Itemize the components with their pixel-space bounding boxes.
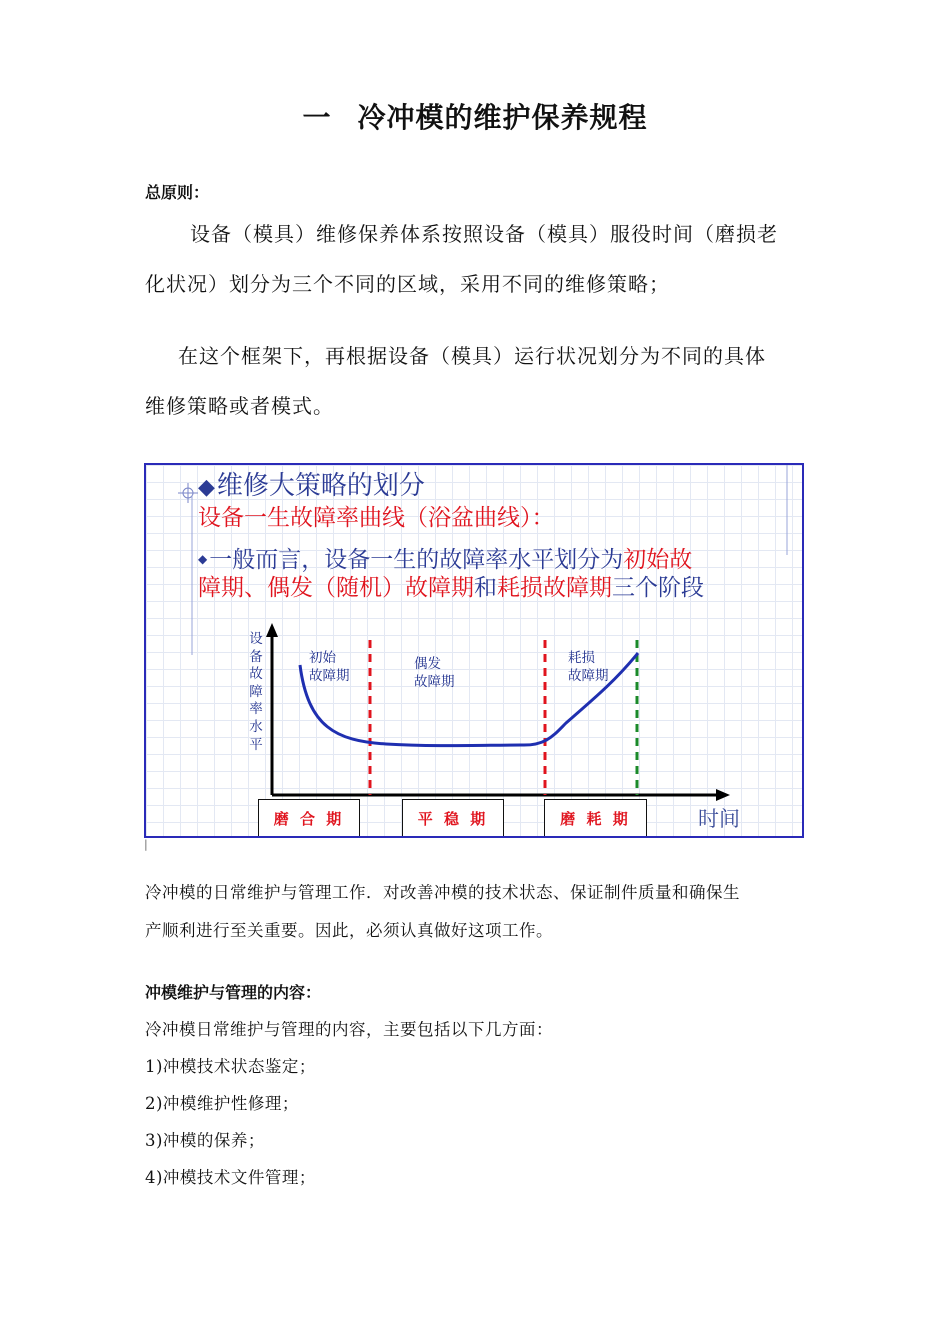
- slide-heading-text: 维修大策略的划分: [216, 471, 425, 501]
- bathtub-curve-slide: [144, 463, 804, 838]
- para1-line1: 设备（模具）维修保养体系按照设备（模具）服役时间（磨损老: [190, 222, 778, 246]
- x-axis-arrow: [716, 789, 730, 801]
- stage-box-breakin: 磨 合 期: [258, 799, 360, 837]
- bullet-text-2a: 障期、偶发（随机）故障期: [198, 575, 474, 601]
- phase3-l1: 耗损: [568, 650, 595, 666]
- list-item: 1)冲模技术状态鉴定；: [145, 1057, 316, 1076]
- bullet-text-2b: 和: [474, 575, 497, 601]
- bullet-text-1a: 一般而言，设备一生的故障率水平划分为: [209, 547, 624, 573]
- phase3-l2: 故障期: [568, 668, 609, 684]
- x-axis-label: 时间: [698, 807, 740, 831]
- principle-heading: 总原则：: [145, 183, 210, 202]
- bullet-icon: ◆: [198, 552, 208, 566]
- stage-box-wear: 磨 耗 期: [544, 799, 647, 837]
- phase-label-random: [414, 655, 455, 691]
- phase1-l1: 初始: [309, 650, 336, 666]
- list-item: 2)冲模维护性修理；: [145, 1094, 299, 1113]
- para1-line2: 化状况）划分为三个不同的区域，采用不同的维修策略；: [145, 272, 670, 296]
- bullet-text-1b: 初始故: [623, 547, 693, 573]
- list-item: 3)冲模的保养；: [145, 1131, 265, 1150]
- y-axis-label: 设备故障率水平: [249, 631, 263, 753]
- slide-bullet-line2: [198, 569, 704, 602]
- diamond-icon: ◆: [198, 475, 215, 500]
- phase1-l2: 故障期: [309, 668, 350, 684]
- title-number: 一: [302, 101, 332, 134]
- intro-line2: 产顺利进行至关重要。因此，必须认真做好这项工作。: [145, 921, 553, 940]
- stage-box-stable: 平 稳 期: [402, 799, 504, 837]
- para2-line2: 维修策略或者模式。: [145, 394, 334, 418]
- phase2-l2: 故障期: [414, 674, 455, 690]
- caption-mark: |: [144, 838, 148, 851]
- y-axis-arrow: [266, 623, 278, 637]
- page-title: [0, 96, 950, 136]
- slide-heading: [198, 465, 425, 502]
- phase2-l1: 偶发: [414, 656, 441, 672]
- list-item: 4)冲模技术文件管理；: [145, 1168, 316, 1187]
- intro-line1: 冷冲模的日常维护与管理工作．对改善冲模的技术状态、保证制件质量和确保生: [145, 883, 740, 902]
- phase-label-wear: [568, 649, 609, 685]
- slide-subheading: 设备一生故障率曲线（浴盆曲线）：: [198, 505, 555, 531]
- content-heading: 冲模维护与管理的内容：: [145, 983, 322, 1002]
- title-text: 冷冲模的维护保养规程: [357, 101, 648, 134]
- para2-line1: 在这个框架下，再根据设备（模具）运行状况划分为不同的具体: [178, 344, 766, 368]
- bullet-text-2d: 三个阶段: [612, 575, 704, 601]
- bullet-text-2c: 耗损故障期: [497, 575, 612, 601]
- crosshair-icon: [178, 483, 198, 503]
- phase-label-initial: [309, 649, 350, 685]
- content-intro: 冷冲模日常维护与管理的内容，主要包括以下几方面：: [145, 1020, 553, 1039]
